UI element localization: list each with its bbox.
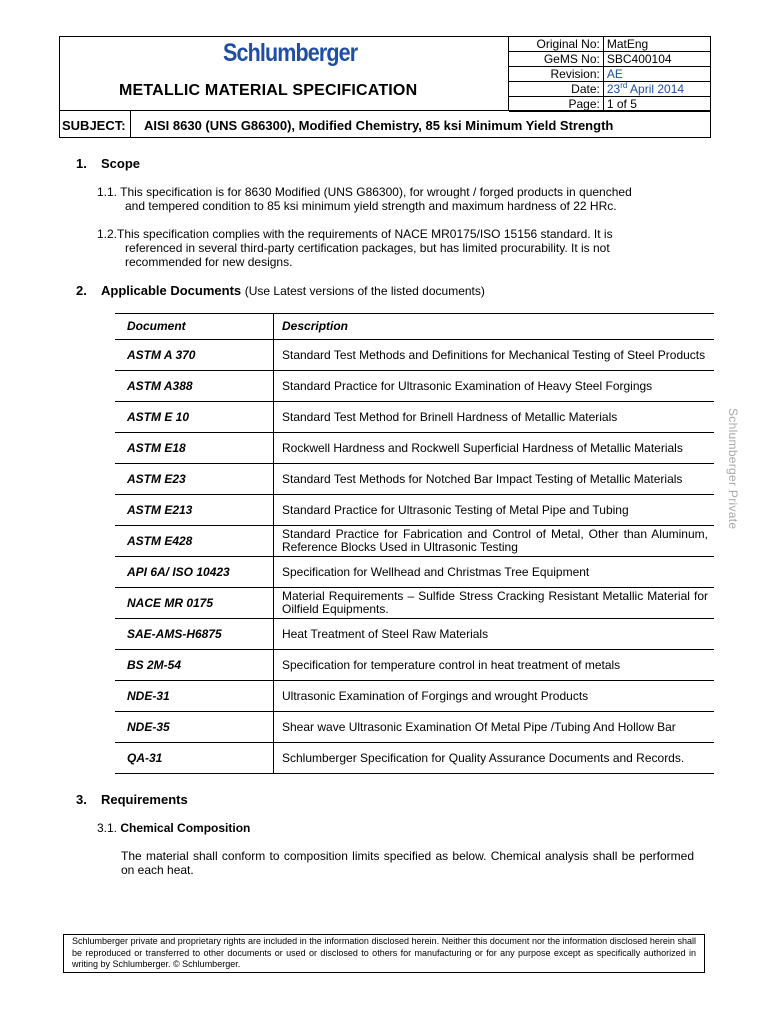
meta-value: 1 of 5 bbox=[603, 97, 710, 112]
section-requirements-heading bbox=[76, 792, 188, 807]
table-header-row bbox=[115, 314, 714, 340]
document-description: Schlumberger Specification for Quality Assurance Documents and Records. bbox=[274, 743, 715, 774]
meta-label: GeMS No: bbox=[509, 52, 603, 67]
table-row bbox=[115, 495, 714, 526]
table-row bbox=[115, 371, 714, 402]
section-title: Requirements bbox=[101, 792, 188, 807]
document-id: QA-31 bbox=[115, 743, 274, 774]
section-title: Scope bbox=[101, 156, 141, 171]
paragraph-line: referenced in several third-party certification packages, but has limited procurability. It is not bbox=[125, 241, 610, 255]
column-header-description: Description bbox=[274, 314, 715, 340]
meta-value bbox=[603, 82, 710, 97]
document-description: Material Requirements – Sulfide Stress Cracking Resistant Metallic Material for Oilfield Equipments. bbox=[274, 588, 715, 619]
subsection-title: Chemical Composition bbox=[120, 821, 251, 835]
paragraph-line: and tempered condition to 85 ksi minimum yield strength and maximum hardness of 22 HRc. bbox=[125, 199, 617, 213]
document-id: ASTM E23 bbox=[115, 464, 274, 495]
table-row bbox=[115, 743, 714, 774]
table-row bbox=[115, 464, 714, 495]
document-id: NACE MR 0175 bbox=[115, 588, 274, 619]
table-row bbox=[115, 712, 714, 743]
document-id: ASTM A 370 bbox=[115, 340, 274, 371]
document-id: ASTM A388 bbox=[115, 371, 274, 402]
table-row bbox=[115, 650, 714, 681]
scope-paragraph-1 bbox=[97, 185, 697, 213]
subsection-chemical-heading bbox=[97, 821, 250, 835]
document-description: Specification for temperature control in heat treatment of metals bbox=[274, 650, 715, 681]
meta-label: Page: bbox=[509, 97, 603, 112]
table-row bbox=[115, 433, 714, 464]
table-row bbox=[115, 681, 714, 712]
date-rest: April 2014 bbox=[627, 81, 685, 96]
meta-value: SBC400104 bbox=[603, 52, 710, 67]
table-row bbox=[115, 619, 714, 650]
scope-paragraph-2 bbox=[97, 227, 697, 269]
document-description: Standard Practice for Ultrasonic Examination of Heavy Steel Forgings bbox=[274, 371, 715, 402]
meta-row-gems bbox=[509, 52, 710, 67]
document-id: ASTM E428 bbox=[115, 526, 274, 557]
meta-value: AE bbox=[603, 67, 710, 82]
meta-label: Date: bbox=[509, 82, 603, 97]
date-suffix: rd bbox=[620, 80, 628, 90]
document-description: Standard Practice for Fabrication and Control of Metal, Other than Aluminum, Reference Blocks Used in Ultrasonic Testing bbox=[274, 526, 715, 557]
table-row bbox=[115, 588, 714, 619]
subject-text: AISI 8630 (UNS G86300), Modified Chemistry, 85 ksi Minimum Yield Strength bbox=[144, 118, 614, 133]
section-applicable-heading bbox=[76, 283, 485, 298]
document-description: Specification for Wellhead and Christmas Tree Equipment bbox=[274, 557, 715, 588]
document-id: API 6A/ ISO 10423 bbox=[115, 557, 274, 588]
classification-watermark: Schlumberger Private bbox=[726, 408, 740, 530]
section-scope-heading bbox=[76, 156, 140, 171]
document-meta-table bbox=[509, 37, 710, 112]
subject-row bbox=[60, 110, 710, 138]
meta-label: Revision: bbox=[509, 67, 603, 82]
paragraph-line: recommended for new designs. bbox=[125, 255, 293, 269]
document-title: METALLIC MATERIAL SPECIFICATION bbox=[119, 82, 418, 99]
document-id: NDE-31 bbox=[115, 681, 274, 712]
meta-label: Original No: bbox=[509, 37, 603, 52]
subject-label: SUBJECT: bbox=[60, 111, 131, 138]
requirements-paragraph: The material shall conform to composition limits specified as below. Chemical analysis shall be performed on each heat. bbox=[121, 849, 694, 877]
confidentiality-footer: Schlumberger private and proprietary rights are included in the information disclosed herein. Neither this document nor the information disclosed herein shall be reproduced or transferred to other documents or used or disclosed to others for manufacturing or for any purpose except as specifically authorized in writing by Schlumberger. © Schlumberger. bbox=[63, 934, 705, 973]
document-description: Shear wave Ultrasonic Examination Of Metal Pipe /Tubing And Hollow Bar bbox=[274, 712, 715, 743]
applicable-documents-table bbox=[115, 313, 714, 774]
header-title-block bbox=[60, 37, 509, 110]
document-header bbox=[59, 36, 711, 138]
document-id: SAE-AMS-H6875 bbox=[115, 619, 274, 650]
paragraph-line: This specification complies with the requirements of NACE MR0175/ISO 15156 standard. It is bbox=[117, 227, 613, 241]
section-title: Applicable Documents bbox=[101, 283, 242, 298]
document-description: Standard Test Method for Brinell Hardness of Metallic Materials bbox=[274, 402, 715, 433]
document-id: BS 2M-54 bbox=[115, 650, 274, 681]
document-description: Standard Test Methods and Definitions for Mechanical Testing of Steel Products bbox=[274, 340, 715, 371]
document-id: NDE-35 bbox=[115, 712, 274, 743]
document-description: Heat Treatment of Steel Raw Materials bbox=[274, 619, 715, 650]
section-number: 2. bbox=[76, 283, 87, 298]
paragraph-number: 1.2. bbox=[97, 227, 118, 241]
date-day: 23 bbox=[606, 81, 621, 96]
meta-value: MatEng bbox=[603, 37, 710, 52]
meta-row-original bbox=[509, 37, 710, 52]
document-id: ASTM E213 bbox=[115, 495, 274, 526]
section-number: 3. bbox=[76, 792, 87, 807]
meta-row-revision bbox=[509, 67, 710, 82]
paragraph-line: This specification is for 8630 Modified (UNS G86300), for wrought / forged products in quenched bbox=[120, 185, 632, 199]
table-row bbox=[115, 557, 714, 588]
meta-row-date bbox=[509, 82, 710, 97]
document-id: ASTM E18 bbox=[115, 433, 274, 464]
document-description: Standard Practice for Ultrasonic Testing of Metal Pipe and Tubing bbox=[274, 495, 715, 526]
document-id: ASTM E 10 bbox=[115, 402, 274, 433]
table-row bbox=[115, 526, 714, 557]
subsection-number: 3.1. bbox=[97, 821, 118, 835]
table-row bbox=[115, 340, 714, 371]
document-description: Standard Test Methods for Notched Bar Impact Testing of Metallic Materials bbox=[274, 464, 715, 495]
document-description: Ultrasonic Examination of Forgings and wrought Products bbox=[274, 681, 715, 712]
document-description: Rockwell Hardness and Rockwell Superficial Hardness of Metallic Materials bbox=[274, 433, 715, 464]
section-note: (Use Latest versions of the listed documents) bbox=[244, 284, 485, 298]
section-number: 1. bbox=[76, 156, 87, 171]
column-header-document: Document bbox=[115, 314, 274, 340]
company-logo: Schlumberger bbox=[223, 39, 358, 67]
table-row bbox=[115, 402, 714, 433]
paragraph-number: 1.1. bbox=[97, 185, 118, 199]
